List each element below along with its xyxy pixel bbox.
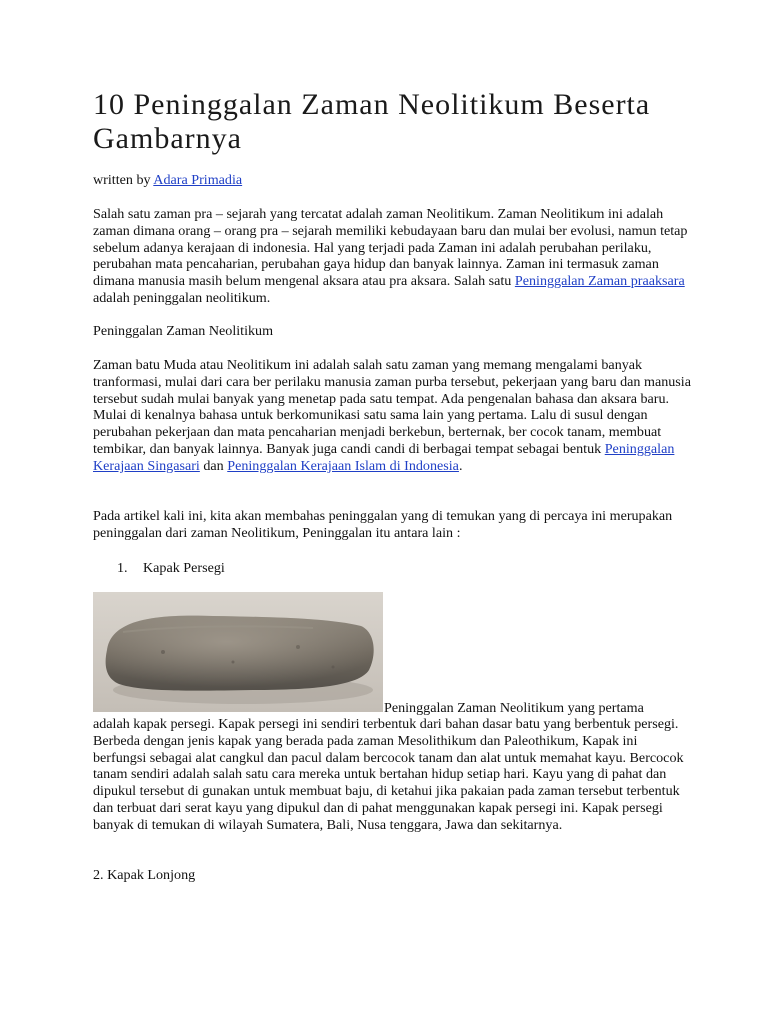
kapak-persegi-paragraph: adalah kapak persegi. Kapak persegi ini sendiri terbentuk dari bahan dasar batu yang berbentuk persegi. Berbeda dengan jenis kapak yang berada pada zaman Mesolithikum dan Paleothikum, Kapak ini berfungsi sebagai alat cangkul dan pacul dalam bercocok tanam dan alat untuk memahat kayu. Bercocok tanam sendiri adalah salah satu cara mereka untuk bertahan hidup setiap hari. Kayu yang di pahat dan dipukul tersebut di gunakan untuk membuat baju, di ketahui jika pakaian pada zaman tersebut terbentuk dan terbuat dari serat kayu yang dipukul dan di pahat menggunakan kapak persegi ini. Kapak persegi banyak di temukan di wilayah Sumatera, Bali, Nusa tenggara, Jawa dan sekitarnya.: [93, 716, 684, 833]
intro-paragraph: [93, 206, 693, 307]
intro-text: Salah satu zaman pra – sejarah yang tercatat adalah zaman Neolitikum. Zaman Neolitikum ini adalah zaman dimana orang – orang pra – sejarah memiliki kebudayaan baru dan mulai ber evolusi, namun tetap sebelum adanya kerajaan di indonesia. Hal yang terjadi pada Zaman ini adalah perubahan perilaku, perubahan mata pencaharian, perubahan gaya hidup dan banyak lainnya. Zaman ini termasuk zaman dimana manusia masih belum mengenal aksara atau pra aksara. Salah satu: [93, 206, 688, 290]
intro-suffix: adalah peninggalan neolitikum.: [93, 289, 271, 306]
list-item-kapak-persegi: [117, 560, 717, 577]
islam-kingdom-link[interactable]: Peninggalan Kerajaan Islam di Indonesia: [227, 457, 459, 474]
body-paragraph: [93, 357, 693, 475]
praaksara-link[interactable]: Peninggalan Zaman praaksara: [514, 273, 685, 290]
author-link[interactable]: Adara Primadia: [153, 172, 243, 188]
section-heading: Peninggalan Zaman Neolitikum: [93, 323, 274, 339]
image-caption-start: Peninggalan Zaman Neolitikum yang pertama: [384, 700, 644, 716]
byline-prefix: written by: [93, 172, 154, 188]
list-item-kapak-lonjong: 2. Kapak Lonjong: [93, 867, 196, 883]
body-text: Zaman batu Muda atau Neolitikum ini adalah salah satu zaman yang memang mengalami banyak tranformasi, mulai dari cara ber perilaku manusia zaman purba tersebut, pekerjaan yang baru dan manusia tersebut sudah mulai banyak yang menetap pada satu tempat. Ada pengenalan bahasa dan aksara baru. Mulai di kenalnya bahasa untuk berkomunikasi satu sama lain yang pertama. Lalu di susul dengan perubahan pekerjaan dan mata pencaharian menjadi berkebun, berternak, ber cocok tanam, membuat tembikar, dan banyak lainnya. Banyak juga candi candi di berbagai tempat sebagai bentuk: [93, 357, 691, 457]
list-number: 1.: [117, 560, 128, 576]
list-label: Kapak Persegi: [143, 560, 225, 576]
body-middle: dan: [199, 457, 228, 474]
body-suffix: .: [458, 457, 463, 474]
article-intro-paragraph: Pada artikel kali ini, kita akan membahas peninggalan yang di temukan yang di percaya ini merupakan peninggalan dari zaman Neolitikum, Peninggalan itu antara lain :: [93, 508, 673, 541]
article-title: 10 Peninggalan Zaman Neolitikum Beserta Gambarnya: [93, 88, 651, 155]
singasari-link[interactable]: Peninggalan Kerajaan Singasari: [93, 440, 675, 474]
kapak-persegi-image: [93, 592, 383, 712]
byline: [93, 172, 693, 189]
